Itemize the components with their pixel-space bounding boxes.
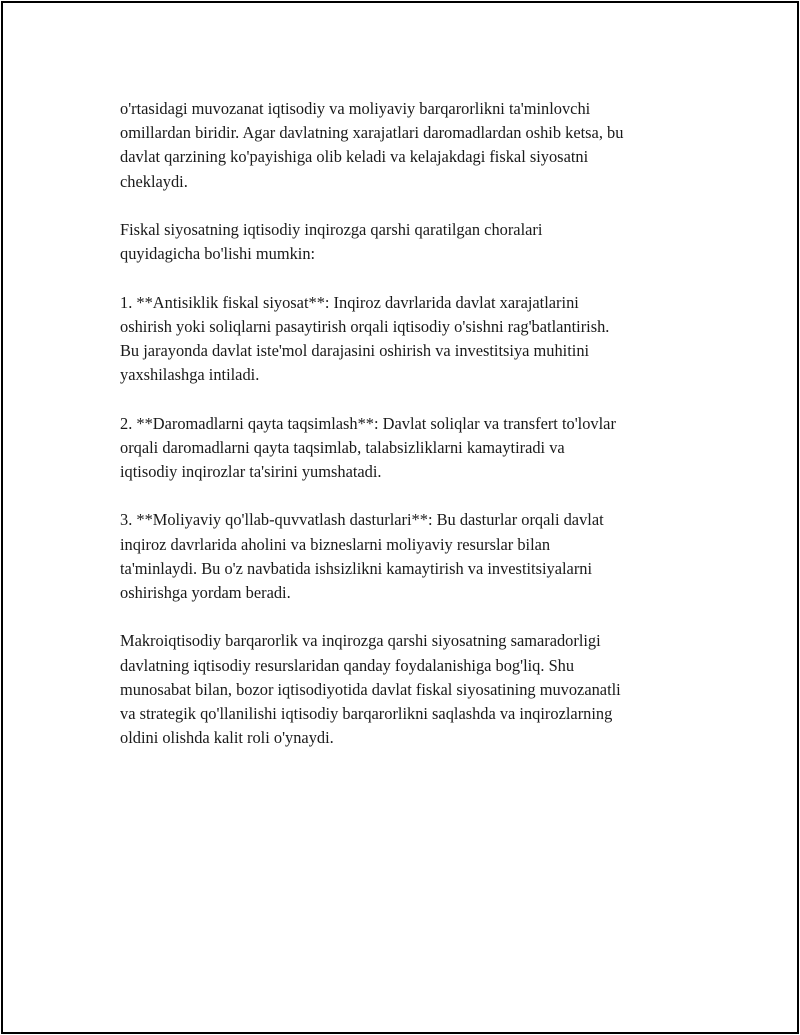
text-line: Makroiqtisodiy barqarorlik va inqirozga qarshi siyosatning samaradorligi bbox=[120, 631, 601, 651]
text-line: quyidagicha bo'lishi mumkin: bbox=[120, 244, 316, 264]
text-line: davlat qarzining ko'payishiga olib keladi va kelajakdagi fiskal siyosatni bbox=[120, 147, 589, 167]
text-line: o'rtasidagi muvozanat iqtisodiy va moliyaviy barqarorlikni ta'minlovchi bbox=[120, 99, 591, 118]
text-line: omillardan biridir. Agar davlatning xarajatlari daromadlardan oshib ketsa, bu bbox=[120, 123, 624, 143]
paragraph-conclusion bbox=[120, 629, 700, 750]
text-line: oldini olishda kalit roli o'ynaydi. bbox=[120, 728, 334, 748]
paragraph-budget-balance bbox=[120, 97, 700, 194]
text-line: inqiroz davrlarida aholini va bizneslarni moliyaviy resurslar bilan bbox=[120, 534, 551, 554]
text-line: 3. **Moliyaviy qo'llab-quvvatlash dasturlari**: Bu dasturlar orqali davlat bbox=[120, 510, 604, 530]
text-line: cheklaydi. bbox=[120, 171, 188, 191]
text-line: 1. **Antisiklik fiskal siyosat**: Inqiroz davrlarida davlat xarajatlarini bbox=[120, 292, 579, 312]
text-line: Fiskal siyosatning iqtisodiy inqirozga qarshi qaratilgan choralari bbox=[120, 220, 543, 239]
text-line: Bu jarayonda davlat iste'mol darajasini oshirish va investitsiya muhitini bbox=[120, 341, 590, 360]
text-line: oshirish yoki soliqlarni pasaytirish orqali iqtisodiy o'sishni rag'batlantirish. bbox=[120, 316, 610, 336]
document-body bbox=[120, 97, 700, 775]
text-line: iqtisodiy inqirozlar ta'sirini yumshatadi. bbox=[120, 462, 382, 481]
document-page bbox=[1, 1, 799, 1034]
text-line: va strategik qo'llanilishi iqtisodiy barqarorlikni saqlashda va inqirozlarning bbox=[120, 704, 613, 723]
list-item-2 bbox=[120, 412, 700, 485]
text-line: munosabat bilan, bozor iqtisodiyotida davlat fiskal siyosatining muvozanatli bbox=[120, 679, 621, 699]
paragraph-measures-intro bbox=[120, 218, 700, 266]
text-line: yaxshilashga intiladi. bbox=[120, 365, 260, 385]
text-line: 2. **Daromadlarni qayta taqsimlash**: Davlat soliqlar va transfert to'lovlar bbox=[120, 413, 616, 433]
text-line: ta'minlaydi. Bu o'z navbatida ishsizlikni kamaytirish va investitsiyalarni bbox=[120, 558, 593, 578]
text-line: orqali daromadlarni qayta taqsimlab, talabsizliklarni kamaytiradi va bbox=[120, 437, 565, 457]
list-item-1 bbox=[120, 291, 700, 388]
list-item-3 bbox=[120, 508, 700, 605]
text-line: oshirishga yordam beradi. bbox=[120, 583, 291, 602]
text-line: davlatning iqtisodiy resurslaridan qanday foydalanishiga bog'liq. Shu bbox=[120, 655, 575, 675]
